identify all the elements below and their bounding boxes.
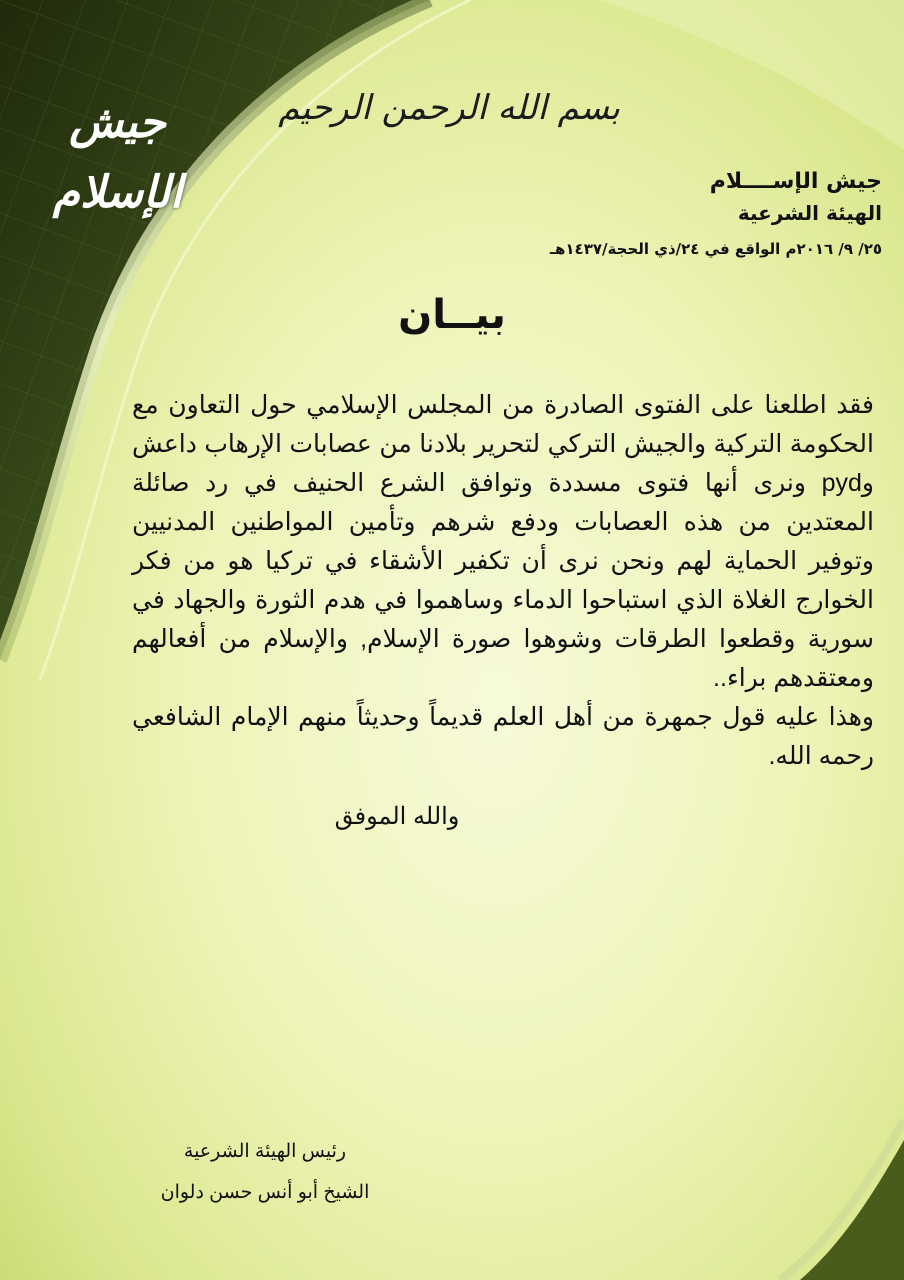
signatory-role: رئيس الهيئة الشرعية bbox=[183, 1141, 347, 1162]
body-paragraph: وهذا عليه قول جمهرة من أهل العلم قديماً وحديثاً منهم الإمام الشافعي رحمه الله. bbox=[132, 703, 874, 770]
statement-body bbox=[132, 386, 874, 776]
statement-date: ٢٥/ ٩/ ٢٠١٦م الواقع في ٢٤/ذي الحجة/١٤٣٧هـ bbox=[549, 240, 882, 258]
signatory-name: الشيخ أبو أنس حسن دلوان bbox=[160, 1182, 370, 1203]
closing-phrase: والله الموفق bbox=[334, 803, 460, 830]
body-paragraph: فقد اطلعنا على الفتوى الصادرة من المجلس الإسلامي حول التعاون مع الحكومة التركية والجيش التركي لتحرير بلادنا من عصابات الإرهاب داعش وpyd ونرى أنها فتوى مسددة وتوافق الشرع الحنيف في رد صائلة المعتدين من هذه العصابات ودفع شرهم وتأمين المواطنين المدنيين وتوفير الحماية لهم ونحن نرى أن تكفير الأشقاء في تركيا هو من فكر الخوارج الغلاة الذي استباحوا الدماء وساهموا في هدم الثورة والجهاد في سورية وقطعوا الطرقات وشوهوا صورة الإسلام, والإسلام من أفعالهم ومعتقدهم براء.. bbox=[132, 391, 874, 692]
logo-text: جيش الإسلام bbox=[52, 97, 183, 218]
basmala-calligraphy: بسم الله الرحمن الرحيم bbox=[278, 88, 620, 128]
organization-block bbox=[710, 166, 882, 228]
department-name: الهيئة الشرعية bbox=[737, 201, 882, 225]
jaysh-al-islam-logo bbox=[10, 88, 225, 218]
organization-name: جيش الإســــلام bbox=[709, 169, 882, 194]
statement-title: بيــان bbox=[398, 292, 506, 338]
